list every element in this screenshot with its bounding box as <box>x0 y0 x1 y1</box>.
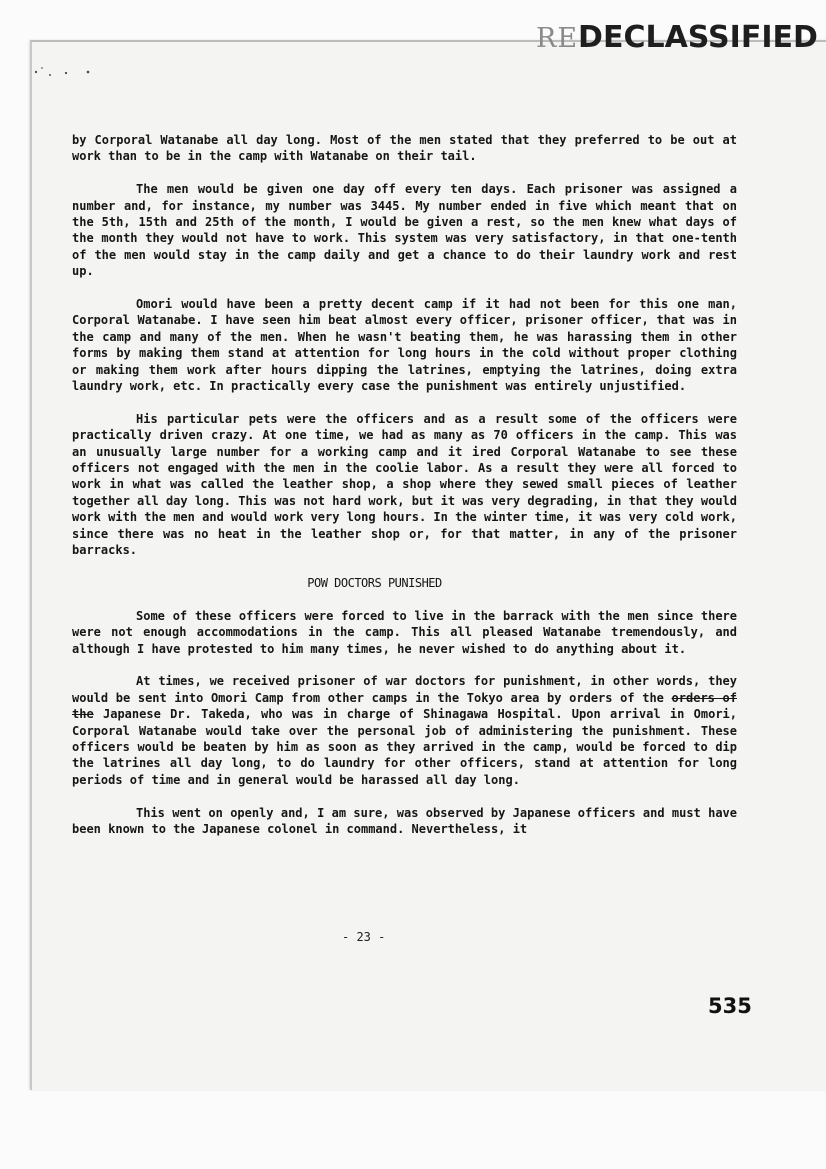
page-number: - 23 - <box>342 930 386 944</box>
paragraph-4-text: His particular pets were the officers and as a result some of the officers were practically driven crazy. At one time, we had as many as 70 officers in the camp. This was an unusually large number for a working camp and it ired Corporal Watanabe to see these officers not engaged with the men in the coolie labor. As a result they were all forced to work in what was called the leather shop, a shop where they sewed small pieces of leather together all day long. This was not hard work, but it was very degrading, in that they would work with the men and would work very long hours. In the winter time, it was very cold work, since there was no heat in the leather shop or, for that matter, in any of the prisoner barracks. <box>72 411 737 558</box>
paragraph-2-text: The men would be given one day off every ten days. Each prisoner was assigned a number and, for instance, my number was 3445. My number ended in five which meant that on the 5th, 15th and 25th of the month, I would be given a rest, so the men knew what days of the month they would not have to work. This system was very satisfactory, in that one-tenth of the men would stay in the camp daily and get a chance to do their laundry work and rest up. <box>72 182 737 279</box>
paragraph-6 <box>72 673 737 788</box>
paragraph-7 <box>72 805 737 838</box>
stamp-main: DECLASSIFIED <box>578 20 818 55</box>
scan-specks-icon <box>28 28 228 78</box>
paragraph-3 <box>72 296 737 394</box>
paragraph-6-before: At times, we received prisoner of war doctors for punishment, in other words, they would be sent into Omori Camp from other camps in the Tokyo area by orders of the <box>72 674 737 705</box>
declassified-stamp <box>536 20 818 55</box>
document-body <box>72 132 737 854</box>
section-heading: POW DOCTORS PUNISHED <box>307 575 442 590</box>
paragraph-6-after: Japanese Dr. Takeda, who was in charge of Shinagawa Hospital. Upon arrival in Omori, Corporal Watanabe would take over the personal job of administering the punishment. These officers would be beaten by him as soon as they arrived in the camp, would be forced to dip the latrines all day long, to do laundry for other officers, stand at attention for long periods of time and in general would be harassed all day long. <box>72 707 737 787</box>
paragraph-3-text: Omori would have been a pretty decent camp if it had not been for this one man, Corporal Watanabe. I have seen him beat almost every officer, prisoner officer, that was in the camp and many of the men. When he wasn't beating them, he was harassing them in other forms by making them stand at attention for long hours in the cold without proper clothing or making them work after hours dipping the latrines, emptying the latrines, doing extra laundry work, etc. In practically every case the punishment was entirely unjustified. <box>72 297 737 394</box>
paragraph-2 <box>72 181 737 279</box>
paragraph-4 <box>72 411 737 559</box>
paragraph-5-text: Some of these officers were forced to live in the barrack with the men since there were not enough accommodations in the camp. This all pleased Watanabe tremendously, and although I have protested to him many times, he never wished to do anything about it. <box>72 608 737 656</box>
paragraph-5 <box>72 608 737 657</box>
stamp-prefix: RE <box>536 23 579 54</box>
paragraph-7-text: This went on openly and, I am sure, was observed by Japanese officers and must have been known to the Japanese colonel in command. Nevertheless, it <box>72 805 737 836</box>
document-number: 535 <box>708 994 752 1018</box>
struck-out-text: orders of the <box>72 690 737 722</box>
paragraph-1: by Corporal Watanabe all day long. Most of the men stated that they preferred to be out at work than to be in the camp with Watanabe on their tail. <box>72 133 737 164</box>
